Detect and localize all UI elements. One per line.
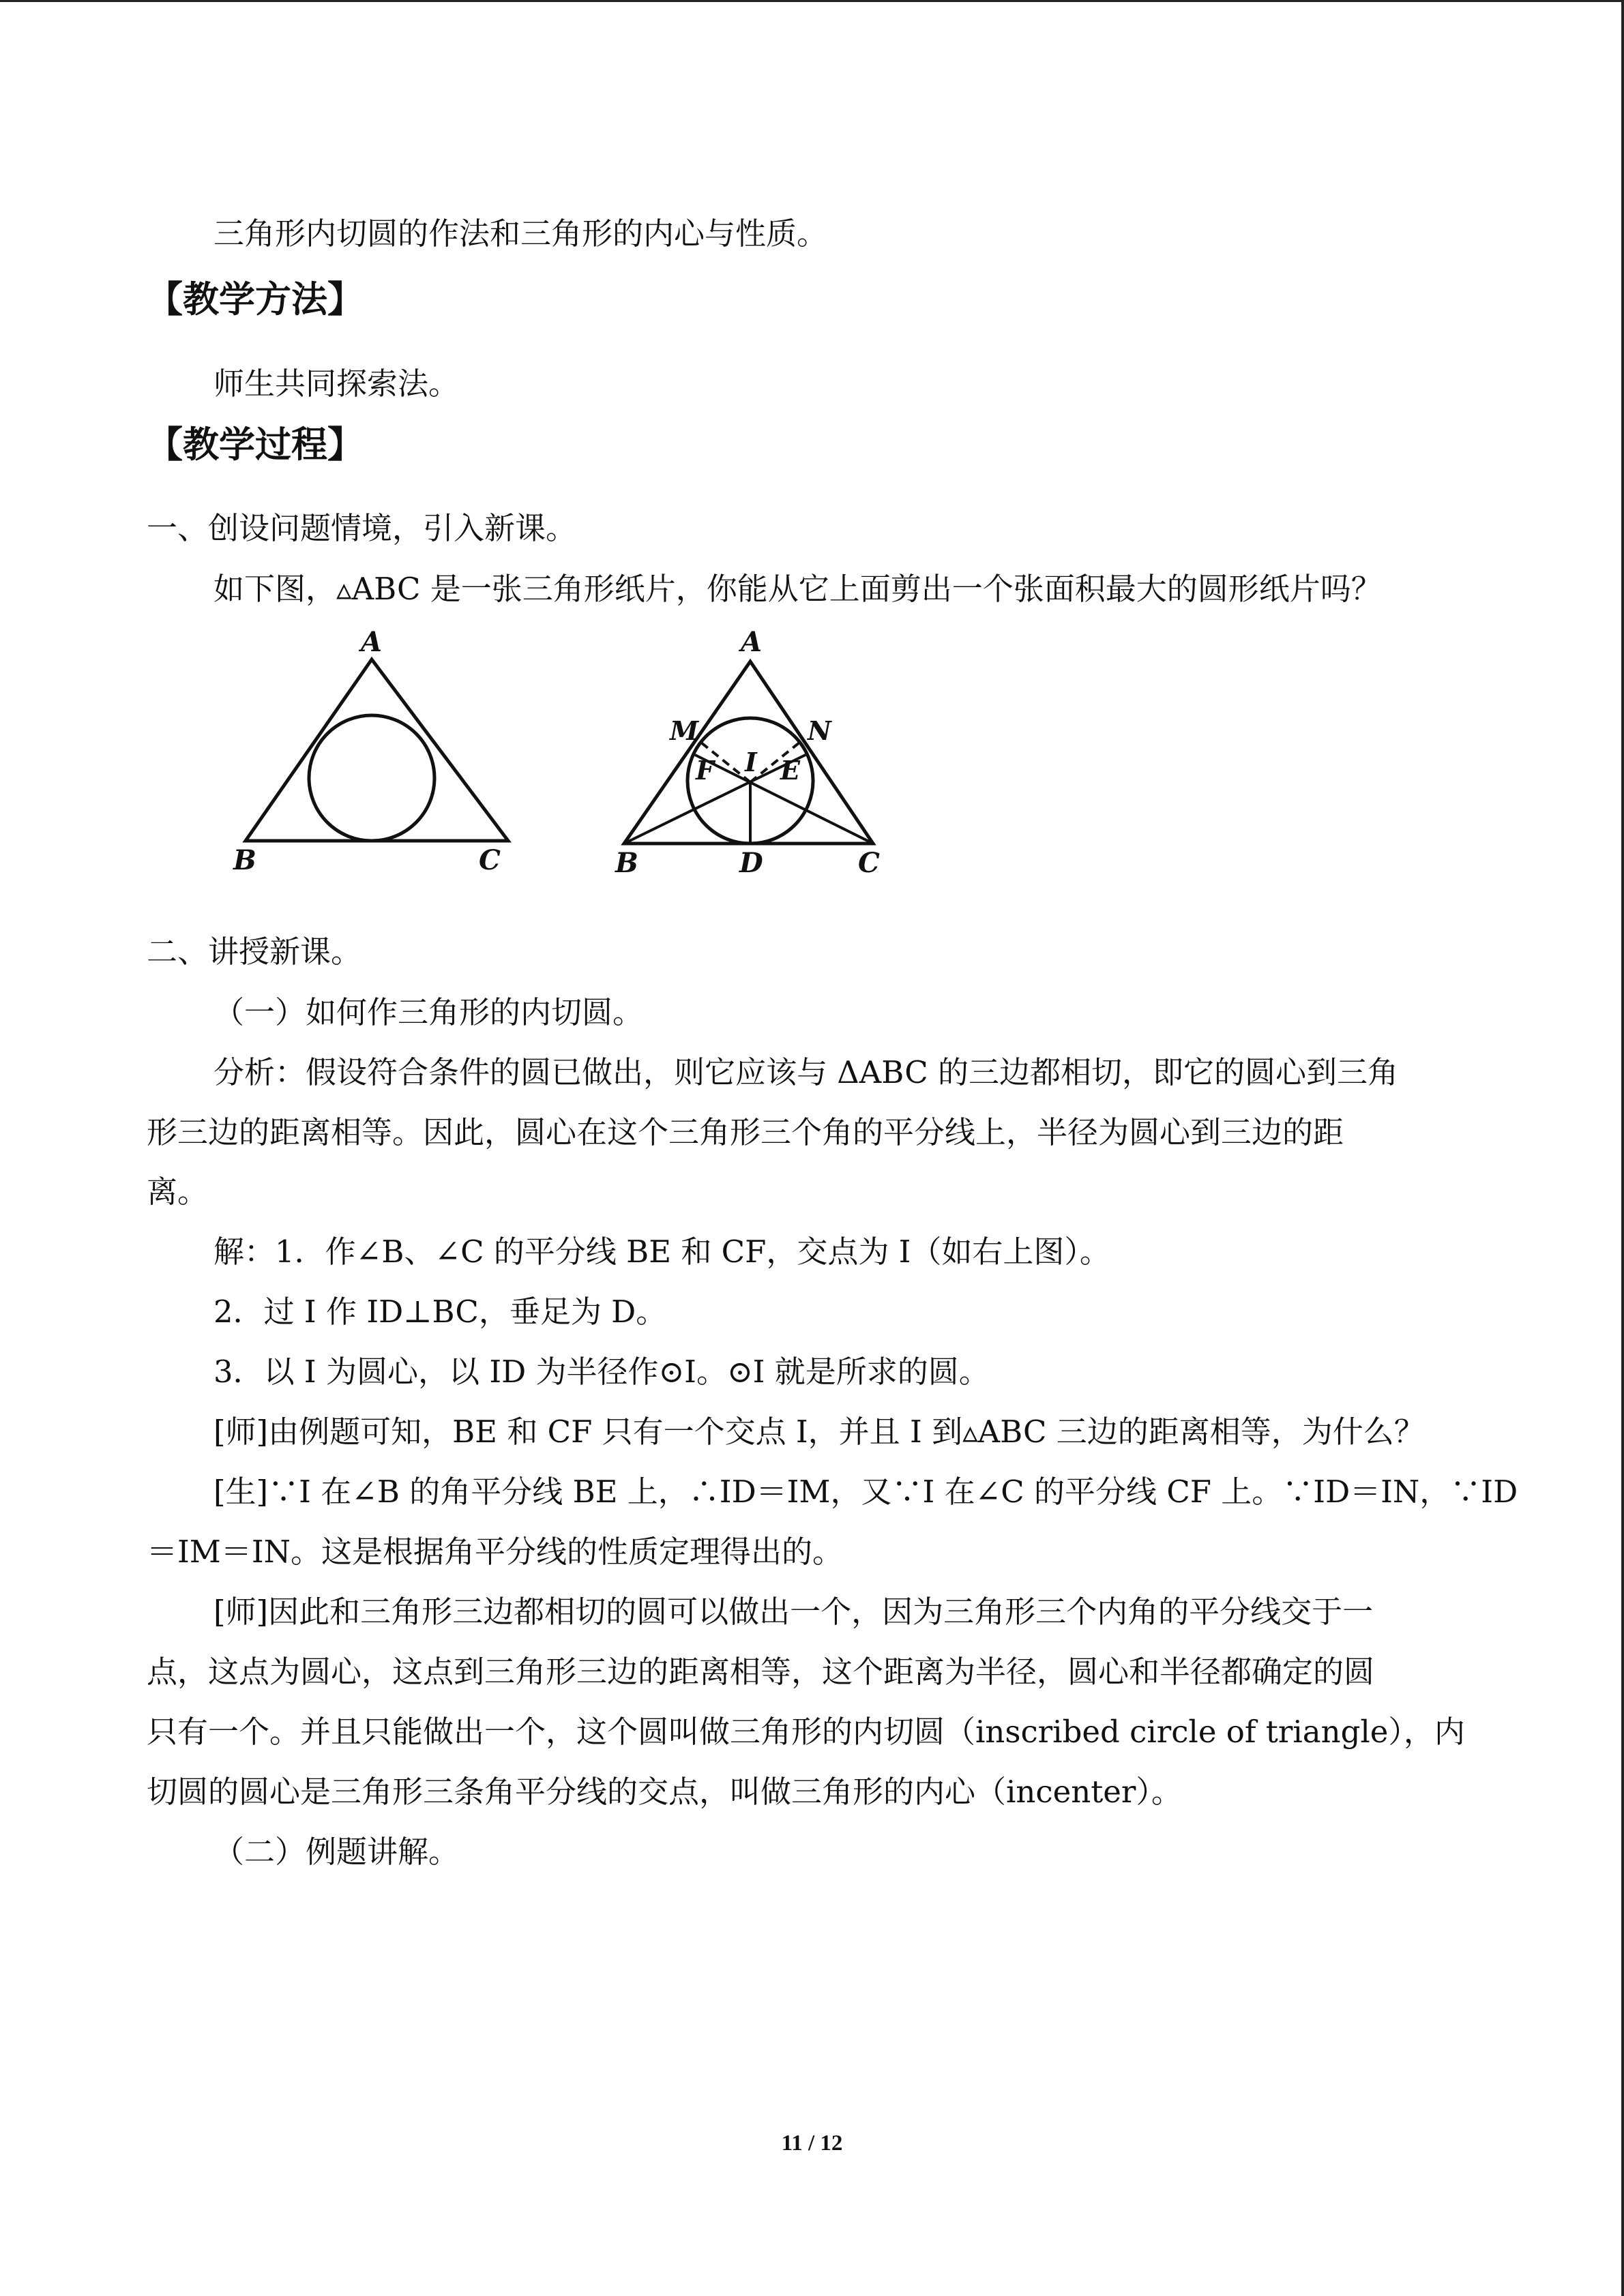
heading-teaching-method: 【教学方法】 [147,279,364,320]
page-border-top [0,0,1624,2]
figure-right-label-n: N [808,715,831,746]
solution-step-1: 解：1．作∠B、∠C 的平分线 BE 和 CF，交点为 I（如右上图）。 [213,1234,1110,1270]
solution-step-3: 3．以 I 为圆心，以 ID 为半径作⊙I。⊙I 就是所求的圆。 [213,1354,990,1390]
subsection-1-title: （一）如何作三角形的内切圆。 [213,994,644,1030]
page-border-right [1621,0,1624,2296]
intro-paragraph: 三角形内切圆的作法和三角形的内心与性质。 [213,215,828,252]
student-answer-line-1: [生]∵I 在∠B 的角平分线 BE 上，∴ID＝IM，又∵I 在∠C 的平分线 CF 上。∵ID＝IN，∵ID [213,1474,1518,1510]
bisector-be [624,755,806,844]
figure-right-label-a: A [741,626,763,658]
figure-left-label-a: A [361,626,383,658]
inscribed-circle [309,715,434,841]
figure-incircle-construction [600,624,900,883]
figure-right-label-i: I [745,747,757,777]
section-2-title: 二、讲授新课。 [147,934,362,970]
teacher-question: [师]由例题可知，BE 和 CF 只有一个交点 I，并且 I 到▵ABC 三边的距离相等，为什么？ [213,1414,1425,1450]
figure-right-label-d: D [739,847,763,879]
student-answer-line-2: ＝IM＝IN。这是根据角平分线的性质定理得出的。 [147,1534,844,1570]
section-1-title: 一、创设问题情境，引入新课。 [147,510,577,546]
heading-teaching-process: 【教学过程】 [147,424,364,466]
page-number: 11 / 12 [781,2131,843,2156]
triangle-abc [246,659,508,841]
analysis-line-3: 离。 [147,1174,209,1210]
analysis-line-2: 形三边的距离相等。因此，圆心在这个三角形三个角的平分线上，半径为圆心到三边的距 [147,1114,1344,1150]
figure-right-label-e: E [780,755,800,786]
teacher-explanation-line-2: 点，这点为圆心，这点到三角形三边的距离相等，这个距离为半径，圆心和半径都确定的圆 [147,1654,1375,1690]
figure-right-label-b: B [615,847,638,879]
section-1-body: 如下图，▵ABC 是一张三角形纸片，你能从它上面剪出一个张面积最大的圆形纸片吗？ [213,571,1382,607]
method-paragraph: 师生共同探索法。 [213,366,460,402]
figure-right-label-m: M [670,715,699,746]
figure-incircle-triangle [218,624,532,883]
subsection-2-title: （二）例题讲解。 [213,1834,460,1870]
teacher-explanation-line-1: [师]因此和三角形三边都相切的圆可以做出一个，因为三角形三个内角的平分线交于一 [213,1594,1374,1630]
figure-right-label-f: F [696,755,714,786]
figure-right-label-c: C [858,847,880,879]
teacher-explanation-line-3: 只有一个。并且只能做出一个，这个圆叫做三角形的内切圆（inscribed circle of triangle），内 [147,1714,1465,1750]
teacher-explanation-line-4: 切圆的圆心是三角形三条角平分线的交点，叫做三角形的内心（incenter）。 [147,1774,1182,1810]
analysis-line-1: 分析：假设符合条件的圆已做出，则它应该与 ΔABC 的三边都相切，即它的圆心到三角 [213,1054,1398,1090]
figure-left-label-c: C [479,844,501,876]
solution-step-2: 2．过 I 作 ID⊥BC，垂足为 D。 [213,1294,667,1330]
figure-left-label-b: B [233,844,256,876]
